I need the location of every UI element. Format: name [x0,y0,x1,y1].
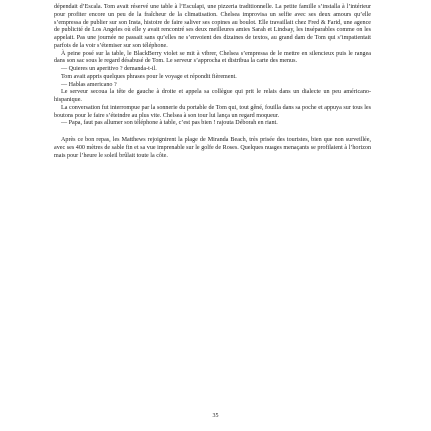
paragraph: La conversation fut interrompue par la sonnerie du portable de Tom qui, tout gêné, fouilla dans sa poche et appuya sur tous les boutons pour le faire s’éteindre au plus vite. Chelsea à son tour lui lança un regard moqueur. [54,104,371,119]
section-break [54,128,371,137]
paragraph: Après ce bon repas, les Matthews rejoignirent la plage de Miranda Beach, très prisée des touristes, bien que non surveillée, avec ses 400 mètres de sable fin et sa vue imprenable sur le golfe de Roses. Quelques nuages menaçants se profilaient à l’horizon mais pour l’heure le soleil brûlait toute la côte. [54,137,371,159]
page-number: 35 [212,413,219,419]
paragraph: — Papa, faut pas allumer son téléphone à table, c’est pas bien ! rajouta Déborah en riant. [61,120,278,127]
paragraph: dépendait d’Escala. Tom avait réservé une table à l’Esculapi, une pizzeria traditionnelle. La petite famille s’installa à l’intérieur pour profiter encore un peu de la fraîcheur de la climatisation. Chelsea improvisa un selfie avec ses deux amours qu’elle s’empressa de publier sur son Insta, histoire de faire saliver ses copines au boulot. Elle travaillait chez Fred & Farid, une agence de publicité de Los Angeles où elle y avait rencontré ses deux meilleures amies Sarah et Lindsay, les inséparables comme on les appelait. Pas une journée ne passait sans qu’elles ne s’envoient des dizaines de textos, au grand dam de Tom qui s’impatientait parfois de la voir s’étemiser sur son téléphone. [54,4,371,49]
paragraph: Le serveur secoua la tête de gauche à droite et appela sa collègue qui prit le relais dans un dialecte un peu américano-hispanique. [54,89,371,103]
dialogue-line: — Quieres un aperitivo ? demanda-t-il. [61,66,157,72]
paragraph: À peine posé sur la table, le BlackBerry violet se mit à vibrer, Chelsea s’empressa de le mettre en silencieux puis le rangea dans son sac sous le regard désabusé de Tom. Le serveur s’approcha et distribua la carte des menus. [54,50,371,65]
body-text [54,4,371,160]
dialogue-line: — Hablas americano ? [61,81,117,88]
paragraph: Tom avait appris quelques phrases pour le voyage et répondit fièrement. [61,73,237,80]
